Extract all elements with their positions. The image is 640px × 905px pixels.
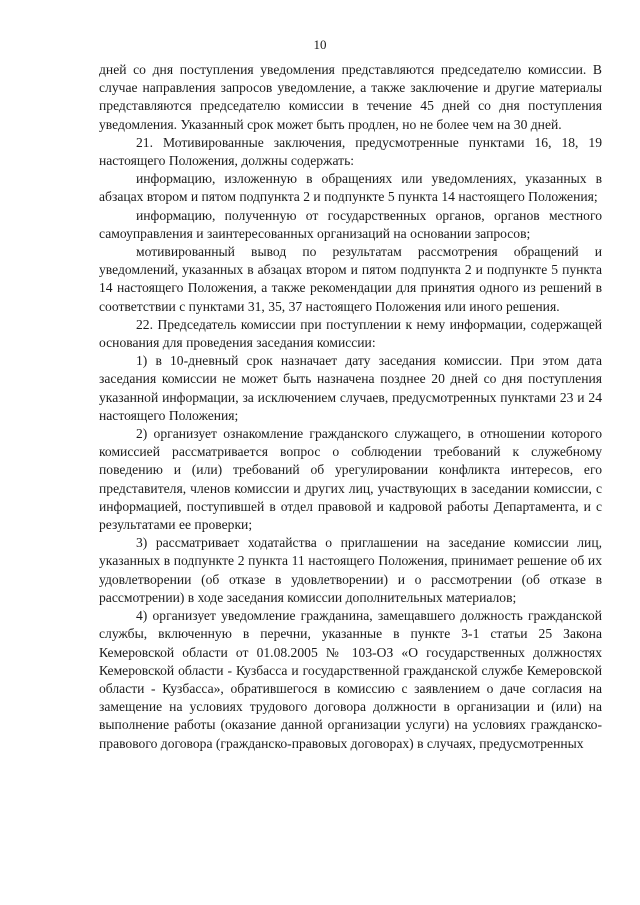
paragraph-subitem-2: 2) организует ознакомление гражданского служащего, в отношении которого комиссией рассматривается вопрос о соблюдении требований к служебному поведению и (или) требований об урегулировании конфликта интересов, его представителя, членов комиссии и других лиц, участвующих в заседании комиссии, с информацией, поступившей в отдел правовой и кадровой работы Департамента, и с результатами ее проверки; bbox=[99, 426, 602, 533]
paragraph-reasoned-conclusion: мотивированный вывод по результатам рассмотрения обращений и уведомлений, указанных в абзацах втором и пятом подпункта 2 и подпункте 5 пункта 14 настоящего Положения, а также рекомендации для принятия одного из решений в соответствии с пунктами 31, 35, 37 настоящего Положения или иного решения. bbox=[99, 244, 602, 314]
paragraph-info-appeals: информацию, изложенную в обращениях или уведомлениях, указанных в абзацах втором и пятом подпункта 2 и подпункте 5 пункта 14 настоящего Положения; bbox=[99, 171, 602, 205]
document-body bbox=[99, 61, 602, 753]
page-number: 10 bbox=[313, 37, 327, 52]
paragraph-item-22: 22. Председатель комиссии при поступлении к нему информации, содержащей основания для проведения заседания комиссии: bbox=[99, 316, 602, 351]
paragraph-item-21: 21. Мотивированные заключения, предусмотренные пунктами 16, 18, 19 настоящего Положения, должны содержать: bbox=[99, 134, 602, 169]
paragraph-subitem-4: 4) организует уведомление гражданина, замещавшего должность гражданской службы, включенную в перечни, указанные в пункте 3-1 статьи 25 Закона Кемеровской области от 01.08.2005 № 103-ОЗ «О государственных должностях Кемеровской области - Кузбасса и государственной гражданской службе Кемеровской области - Кузбасса», обратившегося в комиссию с заявлением о даче согласия на замещение на условиях трудового договора должности в организации и (или) на выполнение работы (оказание данной организации услуги) на условиях гражданско-правового договора (гражданско-правовых договорах) в случаях, предусмотренных bbox=[99, 608, 602, 751]
paragraph-continuation: дней со дня поступления уведомления представляются председателю комиссии. В случае направления запросов уведомление, а также заключение и другие материалы представляются председателю комиссии в течение 45 дней со дня поступления уведомления. Указанный срок может быть продлен, но не более чем на 30 дней. bbox=[99, 62, 602, 132]
paragraph-subitem-1: 1) в 10-дневный срок назначает дату заседания комиссии. При этом дата заседания комиссии не может быть назначена позднее 20 дней со дня поступления указанной информации, за исключением случаев, предусмотренных пунктами 23 и 24 настоящего Положения; bbox=[99, 353, 602, 423]
paragraph-info-agencies: информацию, полученную от государственных органов, органов местного самоуправления и заинтересованных организаций на основании запросов; bbox=[99, 207, 602, 241]
paragraph-subitem-3: 3) рассматривает ходатайства о приглашении на заседание комиссии лиц, указанных в подпункте 2 пункта 11 настоящего Положения, принимает решение об их удовлетворении (об отказе в удовлетворении) и о рассмотрении (об отказе в рассмотрении) в ходе заседания комиссии дополнительных материалов; bbox=[99, 535, 602, 605]
